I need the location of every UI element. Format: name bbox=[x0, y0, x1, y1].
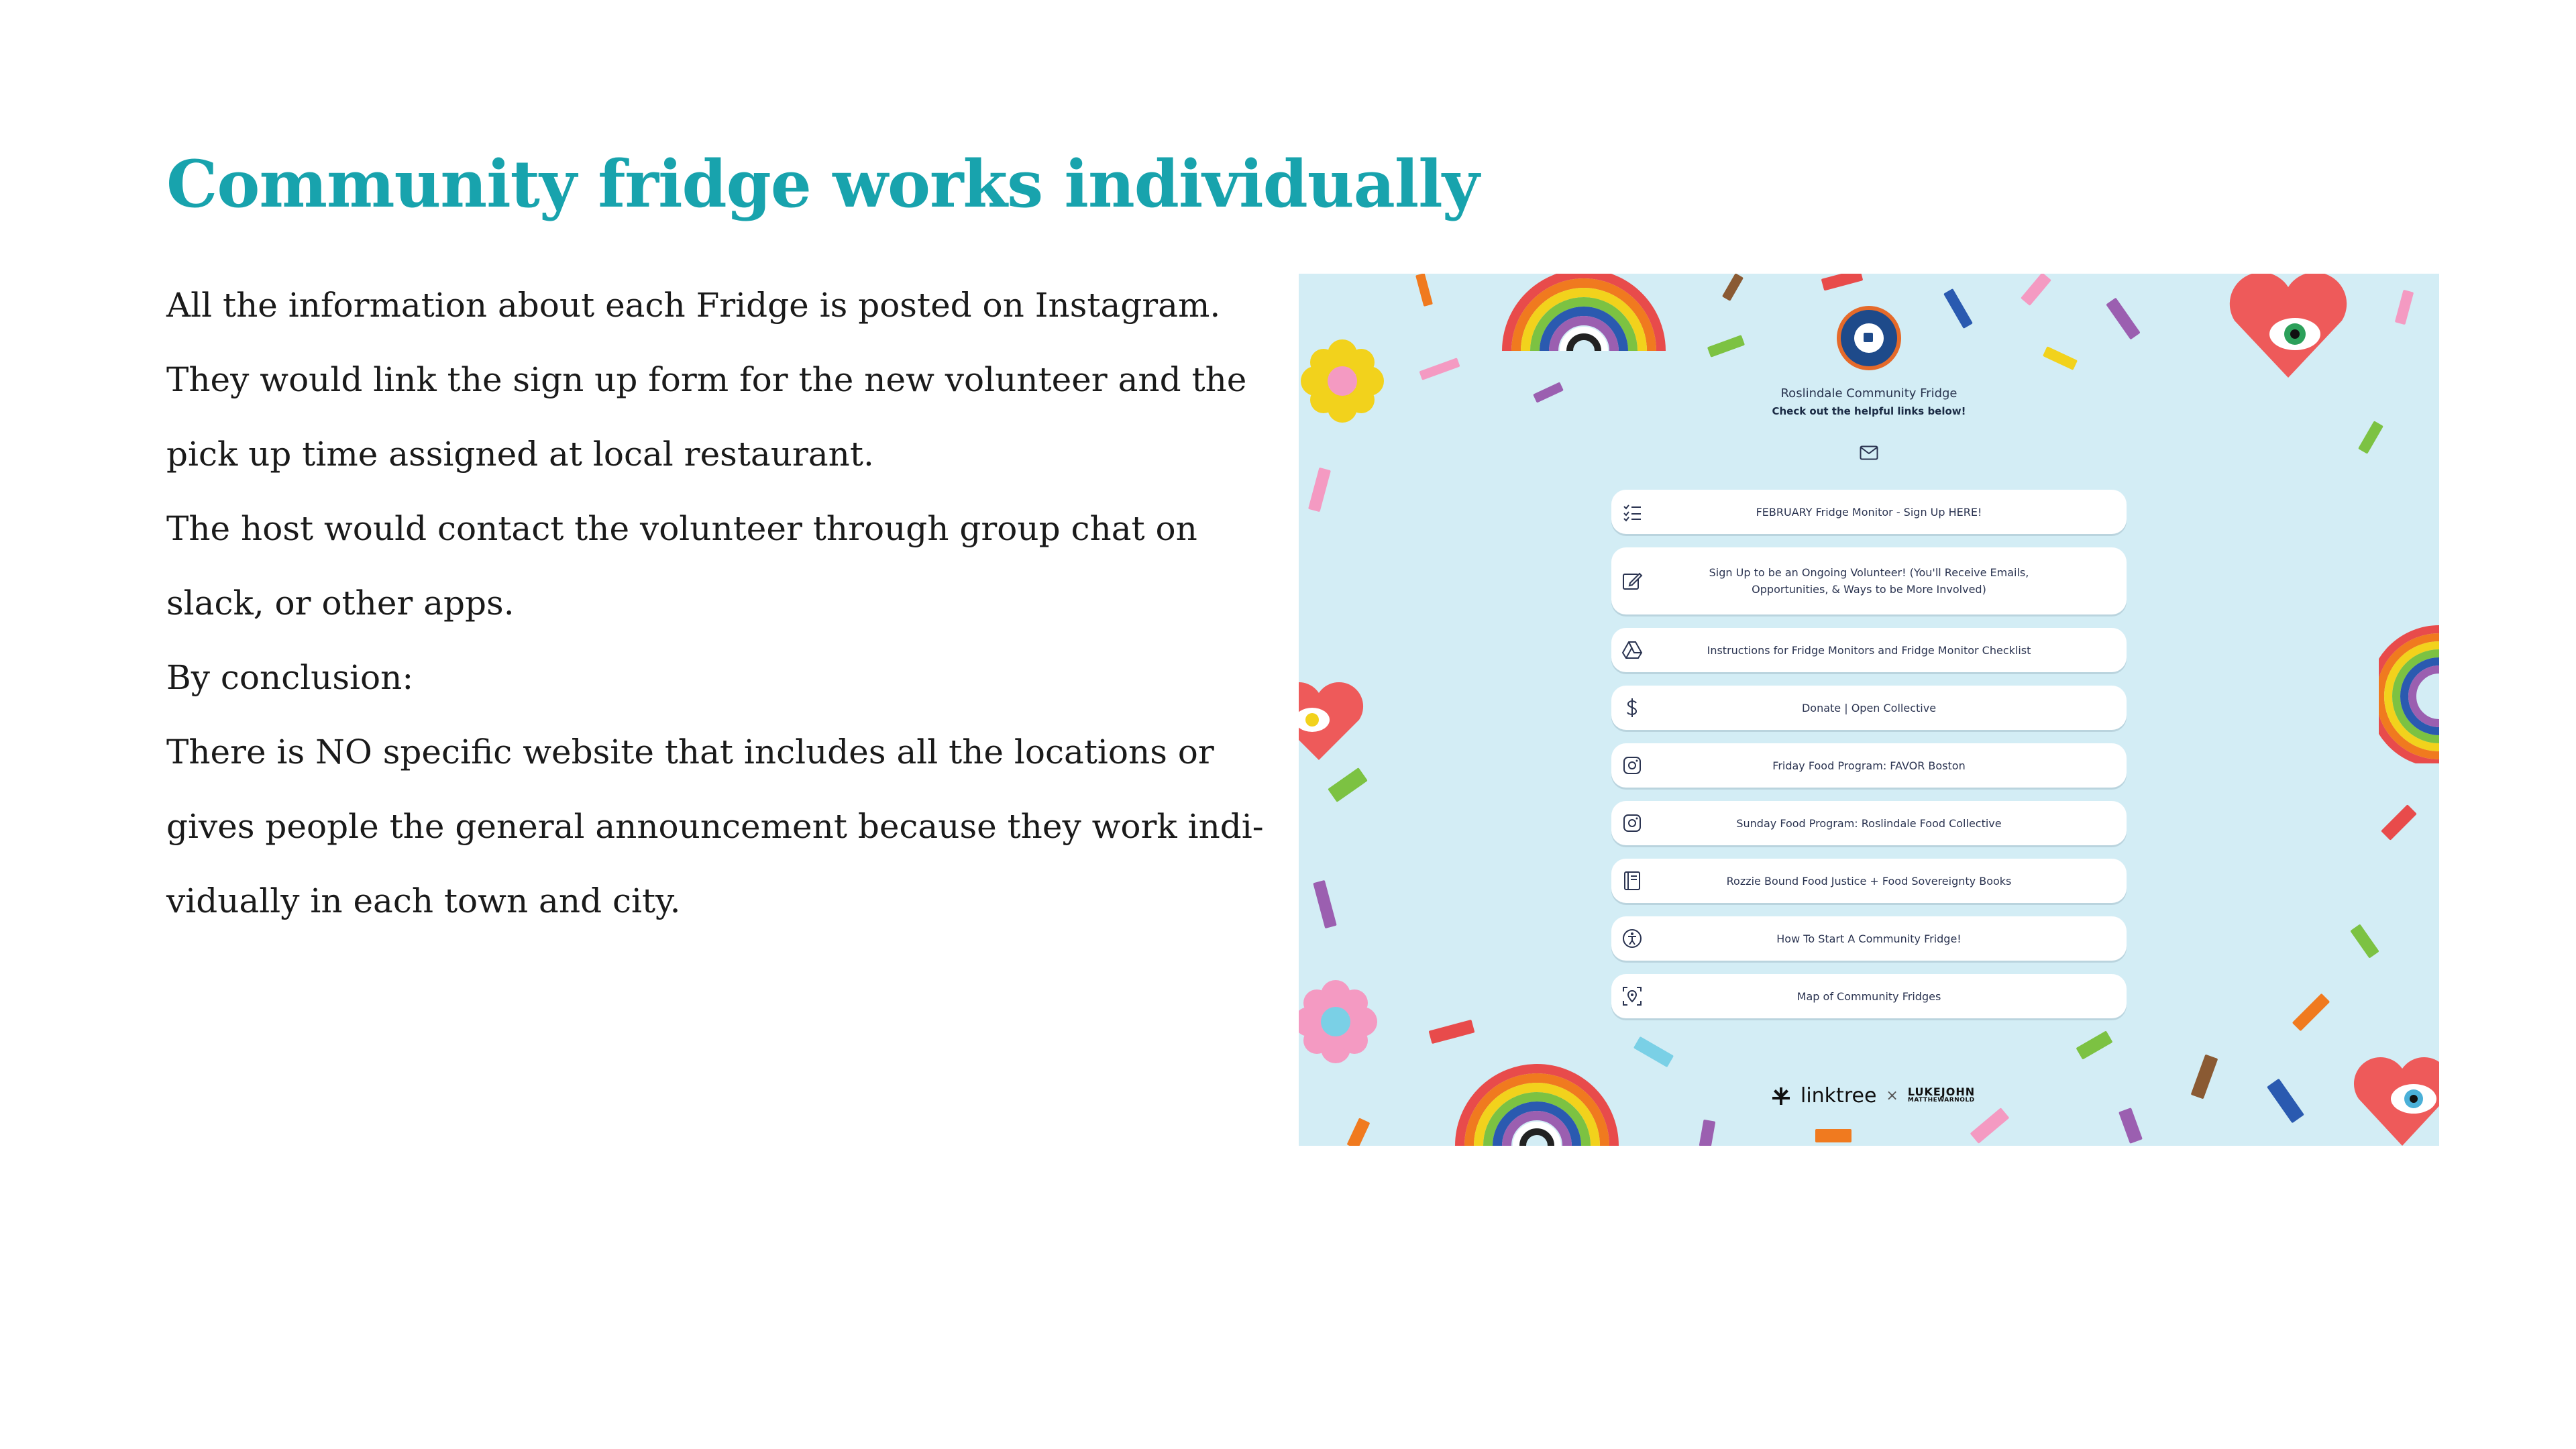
link-button[interactable] bbox=[1611, 974, 2127, 1018]
link-label: Rozzie Bound Food Justice + Food Sovereignty Books bbox=[1726, 874, 2012, 888]
rainbow-icon bbox=[2379, 623, 2439, 763]
body-line: There is NO specific website that includes all the locations or bbox=[166, 733, 1214, 771]
confetti bbox=[1328, 767, 1368, 802]
link-label: Donate | Open Collective bbox=[1801, 701, 1937, 714]
confetti bbox=[2043, 346, 2078, 370]
avatar bbox=[1837, 306, 1901, 370]
slide-title: Community fridge works individually bbox=[166, 146, 1479, 222]
link-button[interactable] bbox=[1611, 916, 2127, 961]
link-list bbox=[1611, 490, 2127, 1032]
partner-logo bbox=[1907, 1085, 1976, 1104]
body-text bbox=[166, 268, 1264, 938]
confetti bbox=[1815, 1129, 1851, 1142]
confetti bbox=[1308, 468, 1331, 512]
confetti bbox=[1821, 274, 1864, 290]
link-button[interactable] bbox=[1611, 743, 2127, 788]
link-button[interactable] bbox=[1611, 490, 2127, 534]
body-line: pick up time assigned at local restaurant. bbox=[166, 435, 874, 474]
instagram-icon bbox=[1621, 812, 1644, 835]
checklist-icon bbox=[1621, 500, 1644, 523]
confetti bbox=[2191, 1055, 2218, 1099]
linktree-screenshot bbox=[1299, 274, 2439, 1146]
partner-line-2: MATTHEWARNOLD bbox=[1907, 1096, 1975, 1104]
confetti bbox=[1633, 1036, 1674, 1067]
heart-eye-icon bbox=[2352, 1045, 2439, 1146]
accessibility-icon bbox=[1621, 927, 1644, 950]
confetti bbox=[2076, 1030, 2112, 1059]
book-icon bbox=[1621, 869, 1644, 892]
confetti bbox=[2381, 804, 2417, 841]
body-line: slack, or other apps. bbox=[166, 584, 515, 623]
link-label: Friday Food Program: FAVOR Boston bbox=[1772, 759, 1966, 772]
confetti bbox=[1415, 274, 1433, 307]
link-button[interactable] bbox=[1611, 628, 2127, 672]
confetti bbox=[2267, 1079, 2304, 1124]
confetti bbox=[1699, 1120, 1716, 1146]
body-line: gives people the general announcement because they work indi- bbox=[166, 807, 1264, 846]
confetti bbox=[2395, 290, 2414, 325]
link-button[interactable] bbox=[1611, 801, 2127, 845]
link-label: Map of Community Fridges bbox=[1796, 989, 1941, 1003]
link-button[interactable] bbox=[1611, 859, 2127, 903]
confetti bbox=[2292, 994, 2330, 1032]
body-line: They would link the sign up form for the new volunteer and the bbox=[166, 360, 1247, 399]
confetti bbox=[1419, 358, 1460, 380]
edit-icon bbox=[1621, 570, 1644, 592]
confetti bbox=[2106, 298, 2140, 340]
partner-line-1: LUKEJOHN bbox=[1907, 1085, 1976, 1098]
profile-tagline: Check out the helpful links below! bbox=[1772, 405, 1966, 417]
fridge-logo-icon bbox=[1854, 323, 1884, 353]
instagram-icon bbox=[1621, 754, 1644, 777]
confetti bbox=[2021, 274, 2051, 306]
linktree-wordmark: linktree bbox=[1801, 1084, 1877, 1108]
confetti bbox=[1943, 288, 1973, 329]
drive-icon bbox=[1621, 639, 1644, 661]
footer-brand bbox=[1771, 1084, 1975, 1108]
confetti bbox=[2358, 421, 2383, 454]
profile-name: Roslindale Community Fridge bbox=[1780, 386, 1957, 400]
mail-icon[interactable] bbox=[1860, 445, 1878, 460]
confetti bbox=[1970, 1108, 2010, 1144]
body-line: All the information about each Fridge is posted on Instagram. bbox=[166, 286, 1221, 325]
flower-icon bbox=[1299, 978, 1379, 1065]
body-line: vidually in each town and city. bbox=[166, 881, 681, 920]
confetti bbox=[1722, 274, 1743, 301]
heart-eye-icon bbox=[2224, 274, 2352, 381]
link-button[interactable] bbox=[1611, 686, 2127, 730]
linktree-logo-icon bbox=[1771, 1086, 1791, 1106]
body-line: By conclusion: bbox=[166, 658, 414, 697]
confetti bbox=[1313, 880, 1337, 928]
location-icon bbox=[1621, 985, 1644, 1008]
link-label: FEBRUARY Fridge Monitor - Sign Up HERE! bbox=[1756, 505, 1982, 519]
link-label: Sunday Food Program: Roslindale Food Collective bbox=[1736, 816, 2002, 830]
link-label: Sign Up to be an Ongoing Volunteer! (You'll Receive Emails, Opportunities, & Ways to be More Involved) bbox=[1709, 566, 2029, 596]
rainbow-icon bbox=[1500, 274, 1668, 354]
confetti bbox=[2350, 924, 2379, 958]
confetti bbox=[1347, 1118, 1371, 1146]
heart-eye-icon bbox=[1299, 669, 1366, 763]
link-label: How To Start A Community Fridge! bbox=[1776, 932, 1962, 945]
body-line: The host would contact the volunteer through group chat on bbox=[166, 509, 1197, 548]
link-button[interactable] bbox=[1611, 547, 2127, 614]
dollar-icon bbox=[1621, 696, 1644, 719]
confetti bbox=[2118, 1108, 2143, 1144]
confetti bbox=[1429, 1020, 1475, 1044]
rainbow-icon bbox=[1453, 1052, 1621, 1146]
brand-separator: × bbox=[1886, 1087, 1898, 1104]
link-label: Instructions for Fridge Monitors and Fridge Monitor Checklist bbox=[1707, 643, 2031, 657]
confetti bbox=[1707, 335, 1745, 358]
